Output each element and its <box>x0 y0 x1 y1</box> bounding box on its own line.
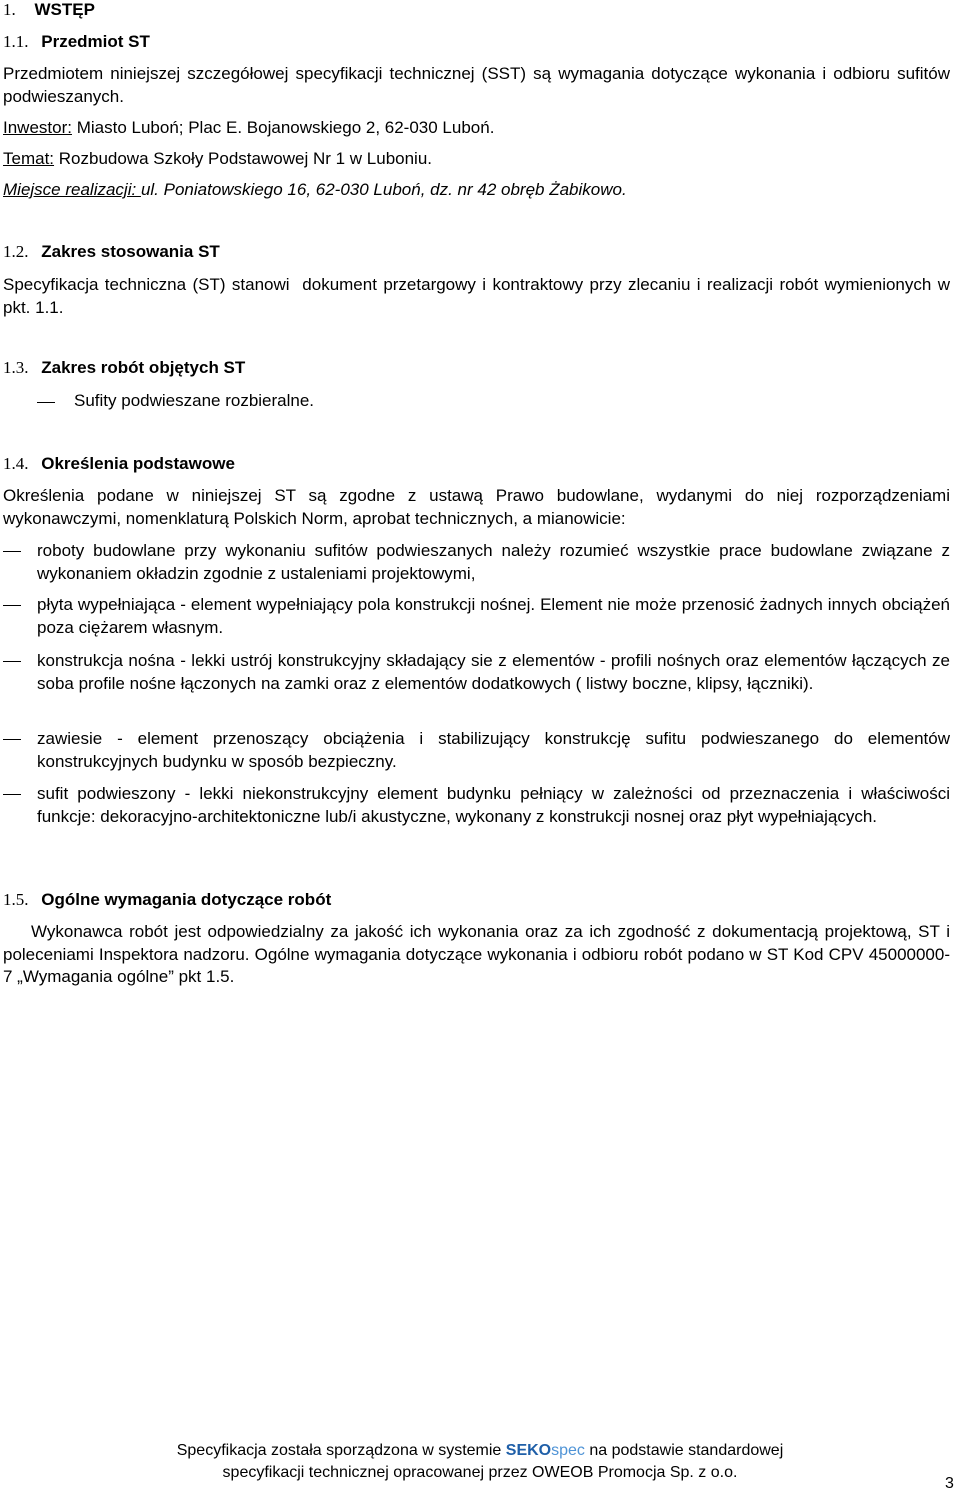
paragraph-definitions: Określenia podane w niniejszej ST są zgodne z ustawą Prawo budowlane, wydanymi do niej rozporządzeniami wykonawczymi, nomenklaturą Polskich Norm, aprobat technicznych, a mianowicie: <box>3 486 950 528</box>
heading-number: 1. <box>3 0 16 19</box>
heading-1 <box>3 0 95 20</box>
heading-number: 1.3. <box>3 358 29 377</box>
heading-number: 1.4. <box>3 454 29 473</box>
topic-line <box>3 149 432 169</box>
heading-title: Zakres stosowania ST <box>41 242 220 261</box>
dash-bullet <box>37 402 55 403</box>
footer-line-1 <box>0 1440 960 1461</box>
location-line <box>3 180 627 200</box>
investor-label: Inwestor: <box>3 118 72 137</box>
definition-item: sufit podwieszony - lekki niekonstrukcyjny element budynku pełniący w zależności od przeznaczenia i właściwości funkcje: dekoracyjno-architektoniczne lub/i akustyczne, wykonany z konstrukcji nosnej oraz płyt wypełniających. <box>37 784 950 826</box>
paragraph-scope: Specyfikacja techniczna (ST) stanowi dokument przetargowy i kontraktowy przy zlecaniu i realizacji robót wymienionych w pkt. 1.1. <box>3 275 955 317</box>
investor-value: Miasto Luboń; Plac E. Bojanowskiego 2, 62-030 Luboń. <box>71 118 495 137</box>
sekospec-logo: SEKOspec <box>505 1442 585 1459</box>
dash-bullet <box>3 551 21 552</box>
paragraph-requirements: Wykonawca robót jest odpowiedzialny za jakość ich wykonania oraz za ich zgodność z dokumentacją projektową, ST i poleceniami Inspektora nadzoru. Ogólne wymagania dotyczące wykonania i odbioru robót podano w ST Kod CPV 45000000-7 „Wymagania ogólne” pkt 1.5. <box>3 922 950 986</box>
definition-item: konstrukcja nośna - lekki ustrój konstrukcyjny składający sie z elementów - profili nośnych oraz elementów łączących ze soba profile nośne łączonych na zamki oraz z elementów dodatkowych ( listwy boczne, klipsy, łączniki). <box>37 651 950 693</box>
heading-title: Określenia podstawowe <box>41 454 235 473</box>
dash-bullet <box>3 739 21 740</box>
dash-bullet <box>3 661 21 662</box>
heading-number: 1.5. <box>3 890 29 909</box>
heading-number: 1.2. <box>3 242 29 261</box>
definition-item: zawiesie - element przenoszący obciążenia i stabilizujący konstrukcję sufitu podwieszanego do elementów konstrukcyjnych budynku w sposób bezpieczny. <box>37 729 950 771</box>
footer-line-2: specyfikacji technicznej opracowanej przez OWEOB Promocja Sp. z o.o. <box>222 1464 738 1481</box>
scope-item: Sufity podwieszane rozbieralne. <box>74 391 315 410</box>
definition-item: płyta wypełniająca - element wypełniający pola konstrukcji nośnej. Element nie może przenosić żadnych innych obciążeń poza ciężarem własnym. <box>37 595 950 637</box>
heading-1-3 <box>3 358 245 378</box>
location-label: Miejsce realizacji: <box>3 180 141 199</box>
footer-text: na podstawie standardowej <box>584 1442 784 1459</box>
footer-text: Specyfikacja została sporządzona w systemie <box>176 1442 506 1459</box>
investor-line <box>3 118 494 138</box>
location-value: ul. Poniatowskiego 16, 62-030 Luboń, dz. nr 42 obręb Żabikowo. <box>140 180 627 199</box>
heading-number: 1.1. <box>3 32 29 51</box>
heading-1-4 <box>3 454 235 474</box>
paragraph-subject: Przedmiotem niniejszej szczegółowej specyfikacji technicznej (SST) są wymagania dotyczące wykonania i odbioru sufitów podwieszanych. <box>3 64 950 106</box>
heading-title: WSTĘP <box>34 0 95 19</box>
page-number: 3 <box>945 1475 954 1492</box>
heading-title: Przedmiot ST <box>41 32 150 51</box>
topic-value: Rozbudowa Szkoły Podstawowej Nr 1 w Luboniu. <box>54 149 433 168</box>
dash-bullet <box>3 605 21 606</box>
heading-1-2 <box>3 242 220 262</box>
dash-bullet <box>3 794 21 795</box>
heading-title: Ogólne wymagania dotyczące robót <box>41 890 332 909</box>
heading-title: Zakres robót objętych ST <box>41 358 246 377</box>
topic-label: Temat: <box>3 149 55 168</box>
heading-1-5 <box>3 890 331 910</box>
heading-1-1 <box>3 32 150 52</box>
definition-item: roboty budowlane przy wykonaniu sufitów podwieszanych należy rozumieć wszystkie prace budowlane związane z wykonaniem okładzin zgodnie z ustaleniami projektowymi, <box>37 541 950 583</box>
